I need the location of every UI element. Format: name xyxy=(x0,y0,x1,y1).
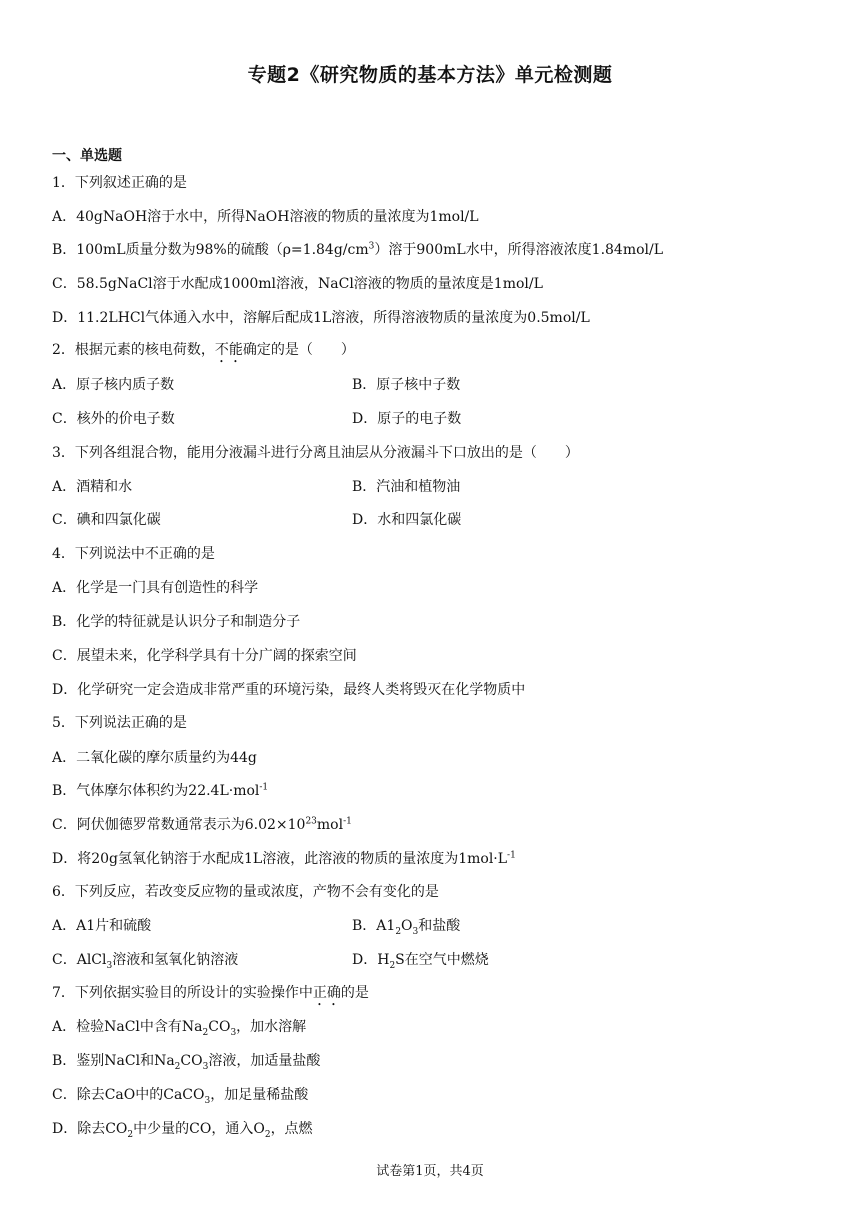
q6-option-c: C．AlCl$_3$溶液和氢氧化钠溶液 xyxy=(52,952,239,971)
q6-option-b: B．$A1_2O_3$和盐酸 xyxy=(352,918,461,937)
q6-stem: 6．下列反应，若改变反应物的量或浓度，产物不会有变化的是 xyxy=(52,884,439,900)
q3-stem: 3．下列各组混合物，能用分液漏斗进行分离且油层从分液漏斗下口放出的是（ ） xyxy=(52,445,579,461)
q4-option-c: C．展望未来，化学科学具有十分广阔的探索空间 xyxy=(52,648,357,664)
page-title: 专题2《研究物质的基本方法》单元检测题 xyxy=(247,64,613,86)
q7-option-b: B．鉴别NaCl和$Na_2CO_3$溶液，加适量盐酸 xyxy=(52,1053,321,1072)
q3-option-b: B．汽油和植物油 xyxy=(352,479,461,495)
q2-option-c: C．核外的价电子数 xyxy=(52,411,175,427)
q4-stem: 4．下列说法中不正确的是 xyxy=(52,546,215,562)
q7-option-d: D．除去$CO_2$中少量的CO，通入$O_2$，点燃 xyxy=(52,1121,313,1140)
emphasis-text: 不能 xyxy=(214,342,243,358)
q4-option-a: A．化学是一门具有创造性的科学 xyxy=(52,580,259,596)
q2-option-b: B．原子核中子数 xyxy=(352,377,461,393)
q3-option-a: A．酒精和水 xyxy=(52,479,133,495)
q2-option-a: A．原子核内质子数 xyxy=(52,377,175,393)
q6-option-a: A．A1片和硫酸 xyxy=(52,918,152,934)
q1-option-d: D．11.2LHCl气体通入水中，溶解后配成1L溶液，所得溶液物质的量浓度为0.5mol/L xyxy=(52,310,590,326)
emphasis-text: 正确 xyxy=(312,985,341,1001)
section-heading: 一、单选题 xyxy=(52,148,122,164)
q3-option-c: C．碘和四氯化碳 xyxy=(52,512,161,528)
page-footer: 试卷第1页，共4页 xyxy=(376,1164,484,1179)
q2-option-d: D．原子的电子数 xyxy=(352,411,462,427)
q7-option-a: A．检验NaCl中含有$Na_2CO_3$，加水溶解 xyxy=(52,1019,307,1038)
q4-option-b: B．化学的特征就是认识分子和制造分子 xyxy=(52,614,301,630)
q5-option-c: C．阿伏伽德罗常数通常表示为$6.02\times 10^{23}mol^{-1}$ xyxy=(52,816,352,833)
q2-stem: 2．根据元素的核电荷数，不能确定的是（ ） xyxy=(52,342,355,358)
q1-option-a: A．40gNaOH溶于水中，所得NaOH溶液的物质的量浓度为1mol/L xyxy=(52,209,479,225)
q5-stem: 5．下列说法正确的是 xyxy=(52,715,187,731)
q4-option-d: D．化学研究一定会造成非常严重的环境污染，最终人类将毁灭在化学物质中 xyxy=(52,682,526,698)
q1-option-b: B．100mL质量分数为98%的硫酸$(\rho=1.84g/cm^3)$溶于900mL水中，所得溶液浓度1.84mol/L xyxy=(52,241,664,258)
q5-option-d: D．将20g氢氧化钠溶于水配成1L溶液，此溶液的物质的量浓度为$1mol\cdot L^{-1}$ xyxy=(52,850,516,867)
q6-option-d: D．$H_2S$在空气中燃烧 xyxy=(352,952,489,971)
q1-stem: 1．下列叙述正确的是 xyxy=(52,175,187,191)
q3-option-d: D．水和四氯化碳 xyxy=(352,512,462,528)
q7-stem: 7．下列依据实验目的所设计的实验操作中正确的是 xyxy=(52,985,369,1001)
q7-option-c: C．除去CaO中的CaCO$_3$，加足量稀盐酸 xyxy=(52,1087,309,1106)
q5-option-b: B．气体摩尔体积约为22.4L·mol$^{-1}$ xyxy=(52,782,269,799)
q5-option-a: A．二氧化碳的摩尔质量约为44g xyxy=(52,750,257,766)
q1-option-c: C．58.5gNaCl溶于水配成1000ml溶液，NaCl溶液的物质的量浓度是1mol/L xyxy=(52,276,543,292)
